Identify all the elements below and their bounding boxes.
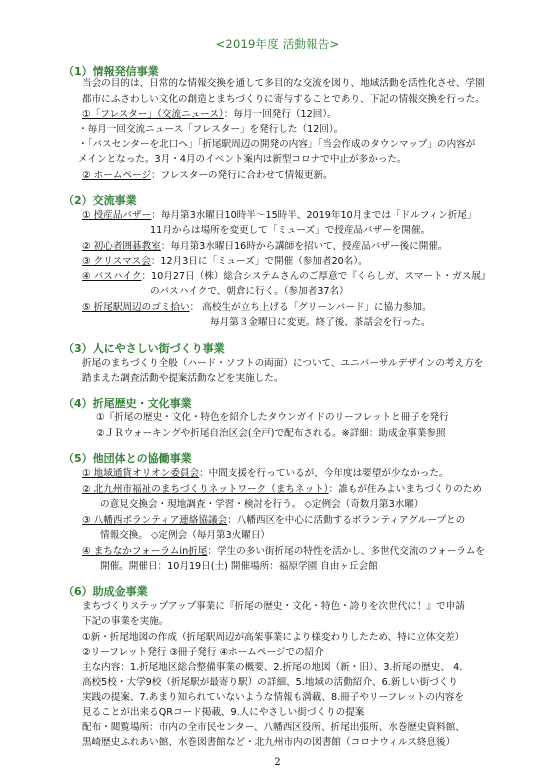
item-text: ：中間支援を行っているが、今年度は要望が少なかった。 bbox=[199, 468, 449, 479]
item-lead: ① 授産品バザー bbox=[82, 210, 152, 221]
body-line: ・毎月一回交流ニュース「フレスター」を発行した（12回）。 bbox=[78, 124, 344, 135]
item-lead: ② 初心者囲碁教室 bbox=[82, 241, 161, 252]
section-heading-universal-design: （3）人にやさしい街づくり事業 bbox=[63, 342, 225, 355]
item-lead: ①「フレスター」（交流ニュース） bbox=[82, 109, 224, 120]
body-line: 実践の提案、7.あまり知られていないような情報も満載、8.冊子やリーフレットの内容を bbox=[82, 692, 464, 703]
item-lead: ② ホームページ bbox=[82, 170, 152, 181]
list-item bbox=[82, 270, 491, 283]
item-text: ：毎月一回発行（12回）。 bbox=[223, 109, 337, 120]
body-line: まちづくりステップアップ事業に『折尾の歴史・文化・特色・誇りを次世代に！』で申請 bbox=[82, 601, 465, 612]
list-item bbox=[82, 467, 449, 480]
list-item bbox=[82, 209, 477, 222]
body-line: 毎月第３金曜日に変更。終了後、茶話会を行った。 bbox=[210, 317, 431, 328]
body-line: 黒崎歴史ふれあい館、水巻図書館など・北九州市内の図書館（コロナウィルス終息後） bbox=[82, 737, 456, 748]
section-heading-history-culture: （4）折尾歴史・文化事業 bbox=[63, 397, 192, 410]
body-line: 折尾のまちづくり全般（ハード・ソフトの両面）について、ユニバーサルデザインの考え方を bbox=[82, 358, 484, 369]
list-item bbox=[82, 240, 448, 253]
section-heading-exchange: （2）交流事業 bbox=[63, 194, 137, 207]
item-text: ：10月27日（株）総合システムさんのご厚意で『くらしガ、スマート・ガス展』 bbox=[141, 271, 491, 282]
item-text: ：毎月第3水曜日10時半～15時半、2019年10月までは「ドルフィン折尾」 bbox=[151, 210, 477, 221]
item-lead: ④ バスハイク bbox=[82, 271, 142, 282]
list-item bbox=[82, 545, 485, 558]
body-line: 情報交換。 ◇定例会（毎月第3火曜日） bbox=[100, 530, 271, 541]
item-text: ：12月3日に「ミューズ」で開催（参加者20名）。 bbox=[150, 256, 368, 267]
body-line: 踏まえた調査活動や提案活動などを実施した。 bbox=[82, 373, 284, 384]
list-item bbox=[82, 301, 432, 314]
body-line: の意見交換会・現地調査・学習・検討を行う。 ◇定例会（奇数月第3水曜） bbox=[100, 499, 424, 510]
body-line: 配布・閲覧場所：市内の全市民センター、八幡西区役所、折尾出張所、水巻歴史資料館、 bbox=[82, 722, 465, 733]
item-lead: ④ まちなかフォーラムin折尾 bbox=[82, 546, 208, 557]
body-line: ①『折尾の歴史・文化・特色を紹介したタウンガイドのリーフレットと冊子を発行 bbox=[96, 412, 449, 423]
section-heading-info: （1）情報発信事業 bbox=[63, 65, 159, 78]
item-text: ： 高校生が立ち上げる「グリーンバード」に協力参加。 bbox=[189, 302, 432, 313]
body-line: 主な内容：1.折尾地区総合整備事業の概要、2.折尾の地図（新・旧）、3.折尾の歴史、 4. bbox=[82, 662, 463, 673]
body-line: 高校5校・大学9校（折尾駅が最寄り駅）の詳細、5.地域の活動紹介、6.新しい街づくり bbox=[82, 677, 458, 688]
body-line: 都市にふさわしい文化の創造とまちづくりに寄与することであり、下記の情報交換を行った。 bbox=[82, 94, 485, 105]
item-text: ：フレスターの発行に合わせて情報更新。 bbox=[151, 170, 333, 181]
item-lead: ① 地域通貨オリオン委員会 bbox=[82, 468, 200, 479]
body-line: 下記の事業を実施。 bbox=[82, 616, 169, 627]
body-line: 開催。開催日：10月19日(土) 開催場所：福原学園 自由ヶ丘会館 bbox=[100, 561, 378, 572]
list-item bbox=[82, 483, 482, 496]
section-heading-subsidy: （6）助成金事業 bbox=[63, 585, 148, 598]
body-line: 見ることが出来るQRコード掲載、9.人にやさしい街づくりの提案 bbox=[82, 707, 365, 718]
body-line: 当会の目的は、日常的な情報交換を通して多目的な交流を図り、地域活動を活性化させ、学園 bbox=[82, 78, 485, 89]
list-item bbox=[82, 169, 333, 182]
item-text: ：毎月第3水曜日16時から講師を招いて、授産品バザー後に開催。 bbox=[160, 241, 448, 252]
item-lead: ② 北九州市福祉のまちづくりネットワーク（まちネット） bbox=[82, 484, 329, 495]
body-line: ①新・折尾地図の作成（折尾駅周辺が高架事業により様変わりしたため、特に立体交差） bbox=[82, 632, 465, 643]
list-item bbox=[82, 255, 368, 268]
item-lead: ③ クリスマス会 bbox=[82, 256, 151, 267]
item-lead: ③ 八幡西ボランティア連絡協議会 bbox=[82, 515, 228, 526]
item-text: ：八幡西区を中心に活動するボランティアグループとの bbox=[227, 515, 466, 526]
item-lead: ⑤ 折尾駅周辺のゴミ拾い bbox=[82, 302, 190, 313]
body-line: ②ＪＲウォーキングや折尾自治区会(全戸)で配布される。※詳細：助成金事業参照 bbox=[96, 428, 446, 439]
body-line: ・「バスセンターを北口へ」「折尾駅周辺の開発の内容」「当会作成のタウンマップ」の内容が bbox=[78, 139, 476, 150]
report-title: <2019年度 活動報告> bbox=[215, 37, 340, 51]
item-text: ：誰もが住みよいまちづくりのため bbox=[328, 484, 483, 495]
body-line: 11月からは場所を変更して「ミューズ」で授産品バザーを開催。 bbox=[150, 225, 431, 236]
body-line: ②リーフレット発行 ③冊子発行 ④ホームページでの紹介 bbox=[82, 647, 324, 658]
list-item bbox=[82, 514, 465, 527]
page-number: 2 bbox=[274, 757, 281, 768]
body-line: メインとなった。3月・4月のイベント案内は新型コロナで中止が多かった。 bbox=[78, 154, 407, 165]
section-heading-collaboration: （5）他団体との協働事業 bbox=[63, 452, 192, 465]
body-line: のバスハイクで、朝倉に行く。（参加者37名） bbox=[150, 286, 349, 297]
item-text: ：学生の多い街折尾の特性を活かし、多世代交流のフォーラムを bbox=[207, 546, 486, 557]
list-item bbox=[82, 108, 337, 121]
